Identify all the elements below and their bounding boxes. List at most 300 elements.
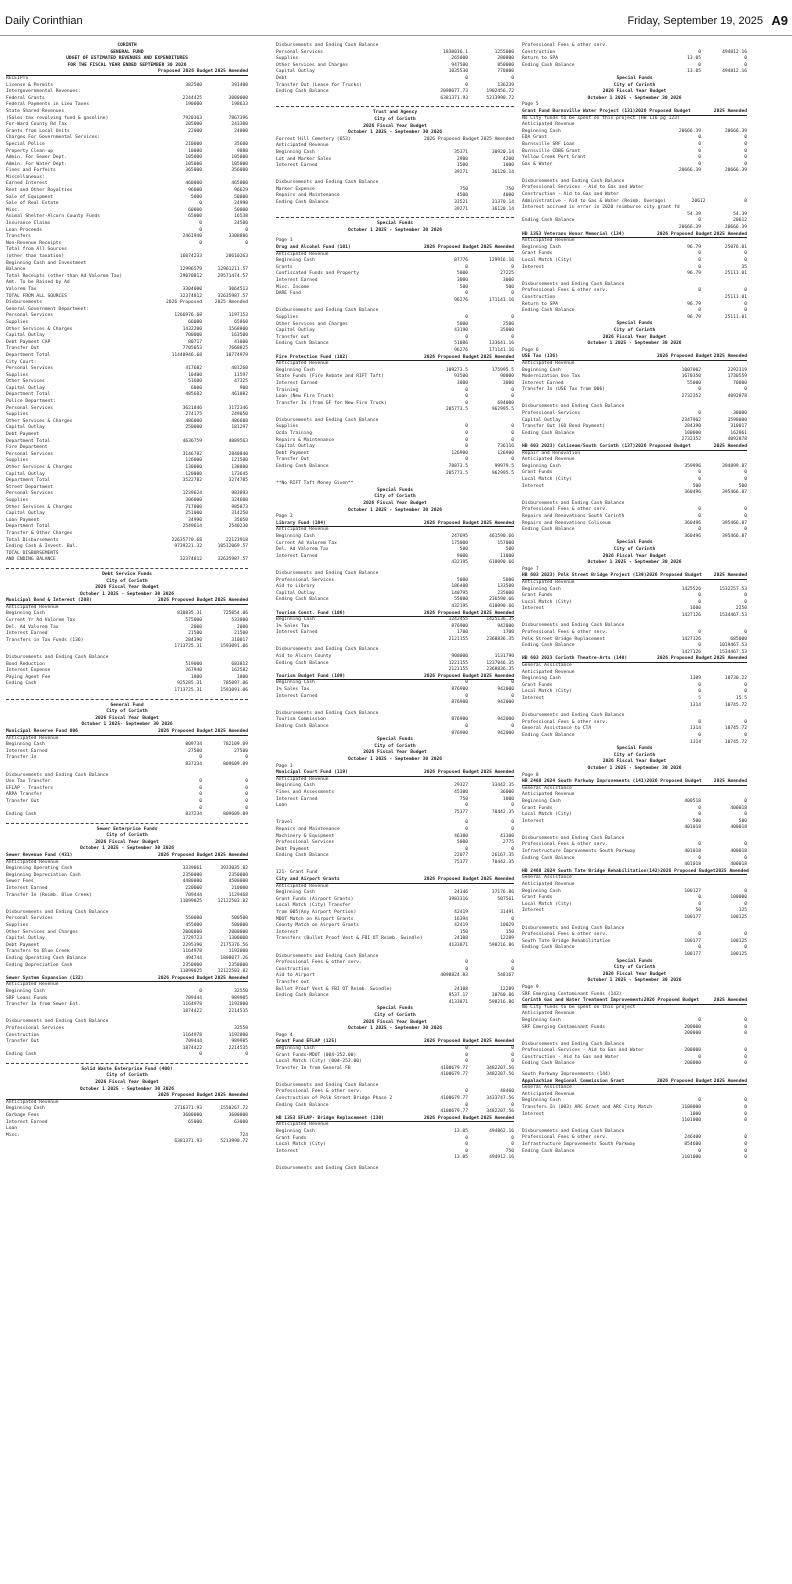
proposed-2026-value [657, 238, 701, 245]
budget-row [6, 399, 248, 406]
amended-2025-value: 533000 [231, 618, 248, 624]
proposed-2026-value: 717000 [185, 504, 202, 510]
budget-row [6, 1026, 248, 1033]
amended-2025-value: 25111.01 [724, 314, 747, 320]
budget-row [6, 432, 248, 439]
amended-2025-value: 0 [511, 803, 514, 809]
proposed-2026-value: 382500 [185, 82, 202, 88]
proposed-2026-value [657, 1085, 701, 1092]
line-item-label: Interest [522, 696, 545, 701]
line-item-label: Local Match (City) [522, 477, 572, 482]
proposed-2026-value: 500 [459, 284, 468, 290]
fund-header-row [522, 998, 747, 1005]
line-item-label: Ending Cash & Invest. Bal. [6, 544, 78, 550]
budget-row [6, 498, 248, 505]
line-item-label: Ocda Training [276, 431, 312, 437]
proposed-2026-value: 2026 Proposed Budget [424, 877, 480, 883]
budget-row [522, 580, 747, 587]
line-item-label: Anticipated Revenue [522, 1091, 575, 1097]
amended-2025-value: 25111.01 [724, 294, 747, 300]
budget-row [522, 374, 747, 381]
budget-row [522, 63, 747, 70]
line-item-label: Disbursements and Ending Cash Balance [522, 1041, 625, 1047]
line-item-label: Department Total [6, 438, 51, 444]
budget-row [276, 1096, 514, 1103]
amended-2025-value: 683812 [231, 661, 248, 667]
budget-row [522, 490, 747, 497]
budget-row [276, 56, 514, 63]
line-item-label: Department Total [6, 478, 51, 484]
line-item-label: Professional Fees & other serv. [522, 288, 608, 294]
amended-2025-value: 63000 [234, 1119, 248, 1125]
amended-2025-value: 548167 [497, 973, 514, 979]
fund-header-row [276, 1039, 514, 1046]
proposed-2026-value: 96000 [188, 188, 202, 194]
proposed-2026-value: 0 [199, 755, 202, 761]
line-item-label: Ending Cash Balance [522, 218, 575, 224]
proposed-2026-value: 1500 [456, 163, 468, 169]
line-item-label: Repairs and Renovations Coliseum [522, 520, 611, 526]
budget-row [276, 401, 514, 408]
line-item-label: Beginning Cash [276, 617, 315, 623]
line-item-label: License & Permits [6, 82, 54, 88]
proposed-2026-value: 274175 [185, 412, 202, 418]
amended-2025-value [701, 1072, 747, 1079]
proposed-2026-value: 2900 [456, 156, 468, 162]
amended-2025-value: 989985 [231, 1039, 248, 1045]
proposed-2026-value: 1670350 [681, 374, 701, 380]
proposed-2026-value: 96.79 [687, 271, 701, 277]
section-divider [6, 1063, 248, 1064]
line-item-label: ARPA Transfer [6, 792, 42, 798]
budget-row [6, 792, 248, 799]
amended-2025-value: 0 [511, 960, 514, 966]
budget-row [6, 168, 248, 175]
proposed-2026-value [657, 1005, 701, 1012]
fund-header-row [522, 444, 747, 451]
budget-row [6, 511, 248, 518]
amended-2025-value: 15.5 [735, 696, 747, 701]
section-heading: 2026 Fiscal Year Budget [95, 715, 159, 721]
amended-2025-value: 2025 Amended [480, 610, 514, 616]
amended-2025-value: 1902456.72 [486, 89, 514, 95]
budget-row [522, 527, 747, 534]
proposed-2026-value: 20612 [691, 198, 706, 204]
line-item-label: Beginning Cash [276, 258, 315, 264]
line-item-label: Construction - Aid to Gas and Water [522, 192, 619, 198]
amended-2025-value: 24000 [234, 128, 248, 134]
proposed-2026-value: 0 [465, 457, 468, 463]
proposed-2026-value: 0 [199, 785, 202, 791]
budget-row [6, 749, 248, 756]
section-heading: October 1 2025 - September 30 2026 [79, 846, 175, 852]
line-item-label: Repairs & Maintenance [276, 437, 335, 443]
amended-2025-value: 400018 [730, 805, 747, 811]
budget-row [6, 122, 248, 129]
budget-row [6, 779, 248, 786]
budget-row [276, 943, 514, 950]
budget-row [276, 717, 514, 724]
amended-2025-value: 20610263 [225, 254, 248, 259]
line-item-label: Ending Cash [6, 1052, 37, 1058]
budget-row [276, 700, 514, 707]
line-item-label: (other than taxation) [6, 254, 65, 259]
amended-2025-value: 985873 [231, 504, 248, 510]
line-item-label: Repairs and Renovations South Corinth [522, 513, 625, 519]
budget-row [276, 481, 514, 488]
amended-2025-value: 27225 [500, 271, 514, 277]
line-item-label: Supplies [6, 372, 29, 378]
budget-row [522, 238, 747, 245]
amended-2025-value: 1534467.53 [719, 612, 747, 618]
amended-2025-value: 10745.72 [724, 702, 747, 708]
proposed-2026-value: 0 [199, 1052, 202, 1058]
amended-2025-value: 0 [744, 1048, 747, 1054]
proposed-2026-value: 0 [698, 812, 701, 818]
amended-2025-value: 0 [744, 901, 747, 907]
amended-2025-value: 0 [744, 1155, 747, 1161]
proposed-2026-value: 500 [692, 818, 701, 824]
amended-2025-value [701, 786, 747, 793]
line-item-label: Municipal Bond & Interest (208) [6, 598, 92, 604]
proposed-2026-value: 0 [465, 1148, 468, 1154]
budget-column-3 [522, 43, 747, 1162]
amended-2025-value [701, 1005, 747, 1012]
amended-2025-value: 2175376.56 [220, 942, 248, 948]
amended-2025-value: 0 [744, 198, 747, 204]
proposed-2026-value: 16074233 [179, 254, 202, 259]
proposed-2026-value: 1101000 [681, 1118, 701, 1124]
amended-2025-value: 0 [744, 1118, 747, 1124]
line-item-label: Beginning Cash [522, 798, 561, 804]
proposed-2026-value: 21500 [188, 631, 202, 637]
proposed-2026-value: 0 [698, 643, 701, 649]
budget-row [276, 69, 514, 76]
amended-2025-value [202, 432, 248, 439]
budget-row [6, 923, 248, 930]
proposed-2026-value: 10000 [188, 148, 202, 154]
amended-2025-value: 0 [511, 1102, 514, 1108]
line-item-label: DARE Fund [276, 291, 301, 297]
amended-2025-value: 3172346 [228, 405, 248, 411]
proposed-2026-value: 401018 [684, 862, 701, 868]
proposed-2026-value [657, 875, 701, 882]
proposed-2026-value: 0 [698, 477, 701, 482]
amended-2025-value: 0 [511, 314, 514, 320]
line-item-label [6, 644, 158, 651]
fund-header-row [522, 779, 747, 786]
amended-2025-value: 2214535 [228, 1008, 248, 1014]
line-item-label: Beginning Cash [276, 367, 315, 373]
budget-row [522, 102, 747, 109]
proposed-2026-value: 0 [199, 201, 202, 207]
line-item-label: Professional Services [6, 1025, 65, 1031]
amended-2025-value: 0 [511, 424, 514, 430]
line-item-label: Anticipated Revenue [276, 143, 329, 149]
proposed-2026-value: 100177 [684, 951, 701, 957]
budget-row [276, 200, 514, 207]
amended-2025-value: 70442.35 [491, 809, 514, 815]
line-item-label: Local Match (City) [522, 599, 572, 605]
proposed-2026-value [657, 282, 701, 289]
amended-2025-value: 3274785 [228, 478, 248, 484]
proposed-2026-value: 2026 Proposed Budget [424, 1039, 480, 1045]
amended-2025-value [202, 445, 248, 452]
budget-row [276, 993, 514, 1000]
proposed-2026-value [657, 501, 701, 508]
amended-2025-value: 175995.5 [491, 367, 514, 373]
proposed-2026-value [158, 655, 202, 662]
proposed-2026-value: 0 [465, 820, 468, 826]
proposed-2026-value: 0 [465, 444, 468, 450]
line-item-label: Disbursements and Ending Cash Balance [6, 909, 109, 915]
amended-2025-value: 3064513 [228, 286, 248, 292]
proposed-2026-value: 0 [698, 251, 701, 257]
amended-2025-value: 65860 [234, 319, 248, 325]
line-item-label: Ending Cash [6, 681, 37, 687]
line-item-label: Disbursements and Ending Cash Balance [522, 835, 625, 841]
line-item-label: Disbursements and Ending Cash Balance [522, 281, 625, 287]
line-item-label: Transfer In [6, 755, 37, 761]
proposed-2026-value: 2121155 [448, 667, 468, 673]
proposed-2026-value [158, 76, 202, 83]
section-heading: 2026 Fiscal Year Budget [602, 334, 667, 340]
amended-2025-value: 0 [744, 513, 747, 519]
section-divider [6, 568, 248, 569]
line-item-label: No City funds to be spent on this project (HB 116 pg 123) [522, 115, 680, 121]
section-heading: City of Corinth [106, 709, 148, 715]
proposed-2026-value: 55000 [454, 597, 468, 603]
line-item-label: Capital Outlay [6, 385, 45, 391]
proposed-2026-value: 0 [698, 155, 701, 161]
amended-2025-value: 0 [744, 855, 747, 861]
proposed-2026-value [691, 109, 714, 115]
line-item-label: General Assistance [522, 875, 572, 881]
proposed-2026-value [657, 179, 701, 186]
line-item-label: Other Services & Charges [6, 465, 73, 470]
line-item-label: Disbursements and Ending Cash Balance [276, 710, 379, 716]
budget-row [6, 478, 248, 485]
amended-2025-value [701, 663, 747, 670]
amended-2025-value: 750 [505, 1148, 514, 1154]
proposed-2026-value: 42419 [454, 923, 468, 929]
proposed-2026-value: 854600 [684, 1142, 701, 1147]
proposed-2026-value: 1314 [689, 739, 701, 745]
fund-header-row [522, 573, 747, 580]
budget-row [276, 341, 514, 348]
budget-row [6, 812, 248, 819]
budget-row [276, 783, 514, 790]
section-heading: UDGET OF ESTIMATED REVENUES AND EXPENDITURES [66, 56, 188, 62]
proposed-2026-value: 500 [692, 483, 701, 489]
budget-row [276, 910, 514, 917]
budget-row [522, 663, 747, 670]
proposed-2026-value: 0 [698, 258, 701, 263]
line-item-label: Loan [6, 1126, 18, 1132]
proposed-2026-value: 837234 [185, 761, 202, 767]
amended-2025-value [701, 185, 747, 192]
amended-2025-value: 38760.86 [491, 993, 514, 999]
budget-row [522, 162, 747, 169]
amended-2025-value: 2025 Amended [480, 1039, 514, 1045]
amended-2025-value: 2025 Amended [713, 108, 747, 114]
amended-2025-value: 7867396 [228, 115, 248, 121]
amended-2025-value: 0 [744, 1135, 747, 1141]
line-item-label: Bond Reduction [6, 661, 45, 667]
proposed-2026-value: 900000 [451, 654, 468, 660]
proposed-2026-value: 494744 [185, 955, 202, 961]
line-item-label: Anticipated Revenue [6, 604, 59, 610]
line-item-label: TOTAL FROM ALL SOURCES [6, 293, 67, 299]
amended-2025-value: 400018 [730, 849, 747, 855]
line-item-label [6, 969, 158, 976]
proposed-2026-value: 0 [465, 424, 468, 430]
amended-2025-value: 685000 [730, 636, 747, 642]
proposed-2026-value: 0 [698, 842, 701, 848]
amended-2025-value: 100000 [730, 895, 747, 901]
proposed-2026-value: 2026 Proposed Budget [424, 245, 480, 251]
amended-2025-value: 1255000 [494, 49, 514, 55]
budget-row [6, 287, 248, 294]
budget-row [276, 860, 514, 867]
line-item-label: Grant Fund EFLAP (125) [276, 1039, 337, 1045]
line-item-label: Anticipated Revenue [522, 1011, 575, 1017]
proposed-2026-value: 0 [698, 264, 701, 270]
budget-row [6, 1139, 248, 1146]
line-item-label: Supplies [6, 923, 29, 928]
budget-row [6, 1113, 248, 1120]
amended-2025-value: 41000 [234, 339, 248, 345]
amended-2025-value: 150 [505, 929, 514, 935]
budget-row [522, 205, 747, 212]
proposed-2026-value: 2026 Proposed Budget [424, 1115, 480, 1121]
proposed-2026-value: 265000 [451, 56, 468, 62]
budget-row [522, 411, 747, 418]
proposed-2026-value: 0 [698, 945, 701, 951]
amended-2025-value: 0 [744, 301, 747, 307]
line-item-label: Balance [6, 267, 26, 273]
section-heading: City of Corinth [106, 833, 148, 839]
proposed-2026-value: 39271 [454, 169, 468, 175]
amended-2025-value [701, 836, 747, 843]
section-heading: October 1 2025 - September 30 2026 [587, 978, 682, 984]
line-item-label: Beginning Cash [276, 533, 315, 539]
amended-2025-value: 394899.87 [722, 463, 747, 469]
line-item-label [6, 69, 158, 75]
amended-2025-value: 782109.09 [223, 742, 248, 748]
section-heading: Special Funds [377, 1006, 413, 1012]
line-item-label: Local Match (City) [522, 812, 572, 818]
proposed-2026-value: 39271 [454, 206, 468, 212]
amended-2025-value: 962995.5 [491, 407, 514, 413]
line-item-label [276, 298, 424, 305]
budget-row [522, 799, 747, 806]
budget-row [6, 425, 248, 432]
proposed-2026-value: 24346 [454, 890, 468, 896]
proposed-2026-value: 2549614 [182, 524, 202, 530]
proposed-2026-value [424, 1083, 468, 1090]
proposed-2026-value [158, 247, 202, 254]
line-item-label: Professional Fees & other serv. [522, 43, 608, 48]
line-item-label: Municipal Court Fund (119) [276, 770, 348, 776]
budget-row [6, 247, 248, 254]
budget-row [522, 168, 747, 175]
proposed-2026-value: 1164978 [182, 1002, 202, 1008]
proposed-2026-value: 0 [698, 682, 701, 688]
line-item-label: Ending Cash Balance [522, 855, 575, 861]
amended-2025-value: 0 [744, 1098, 747, 1104]
line-item-label [276, 348, 424, 355]
proposed-2026-value: 2026 Proposed Budget [158, 728, 214, 734]
section-heading: Special Funds [616, 321, 653, 327]
proposed-2026-value: 51600 [188, 379, 202, 385]
line-item-label: Miscellaneous: [6, 174, 45, 180]
proposed-2026-value: 3000 [456, 380, 468, 386]
line-item-label: Construction [6, 1032, 40, 1038]
section-heading: 2026 Fiscal Year Budget [602, 759, 667, 765]
amended-2025-value: 27500 [234, 748, 248, 754]
proposed-2026-value: 150 [459, 929, 468, 935]
amended-2025-value: 770000 [497, 69, 514, 75]
amended-2025-value [701, 43, 747, 50]
proposed-2026-value: 876900 [451, 730, 468, 736]
amended-2025-value: 0 [511, 394, 514, 400]
proposed-2026-value: 0 [698, 630, 701, 636]
line-item-label: Professional Services [522, 411, 581, 417]
amended-2025-value: 494812.16 [722, 49, 747, 55]
proposed-2026-value: 200000 [684, 1048, 701, 1054]
line-item-label: SRF Emerging Contaminant Funds [522, 1024, 605, 1030]
section-heading: Special Funds [616, 746, 653, 752]
amended-2025-value: 235000 [497, 590, 514, 596]
line-item-label: Ending Cash Balance [522, 527, 575, 533]
amended-2025-value: 4089563 [228, 438, 248, 444]
amended-2025-value: 942000 [497, 717, 514, 723]
budget-row [276, 571, 514, 578]
proposed-2026-value: 360496 [684, 533, 701, 539]
budget-row [6, 531, 248, 538]
budget-row [276, 308, 514, 315]
budget-row [6, 762, 248, 769]
line-item-label: Page 4 [276, 1032, 293, 1038]
line-item-label: Beginning Cash and Investment [6, 260, 87, 266]
amended-2025-value: 10774979 [225, 352, 248, 358]
proposed-2026-value: 13.05 [687, 56, 701, 62]
amended-2025-value [701, 580, 747, 587]
line-item-label: Anticipated Revenue [6, 735, 59, 741]
budget-row [6, 142, 248, 149]
budget-row [522, 192, 747, 199]
budget-row [6, 294, 248, 301]
amended-2025-value [701, 882, 747, 889]
budget-row [276, 394, 514, 401]
line-item-label: Anticipated Revenue [522, 122, 575, 128]
amended-2025-value: 125 [738, 908, 747, 914]
budget-row [276, 1155, 514, 1162]
line-item-label: Library Fund (104) [276, 520, 326, 526]
line-item-label: Construction [276, 966, 310, 972]
line-item-label: Capital Outlay [522, 417, 561, 423]
fund-header-row [522, 109, 747, 116]
line-item-label: Supplies [276, 314, 299, 320]
budget-row [276, 534, 514, 541]
line-item-label: Capital Outlay [276, 69, 315, 75]
line-item-label: Beginning Cash [522, 888, 561, 894]
amended-2025-value: 5000 [502, 577, 514, 583]
line-item-label: Professional Fees & other serv. [522, 932, 608, 938]
budget-row [276, 96, 514, 103]
line-item-label: Beginning Cash [522, 463, 561, 469]
